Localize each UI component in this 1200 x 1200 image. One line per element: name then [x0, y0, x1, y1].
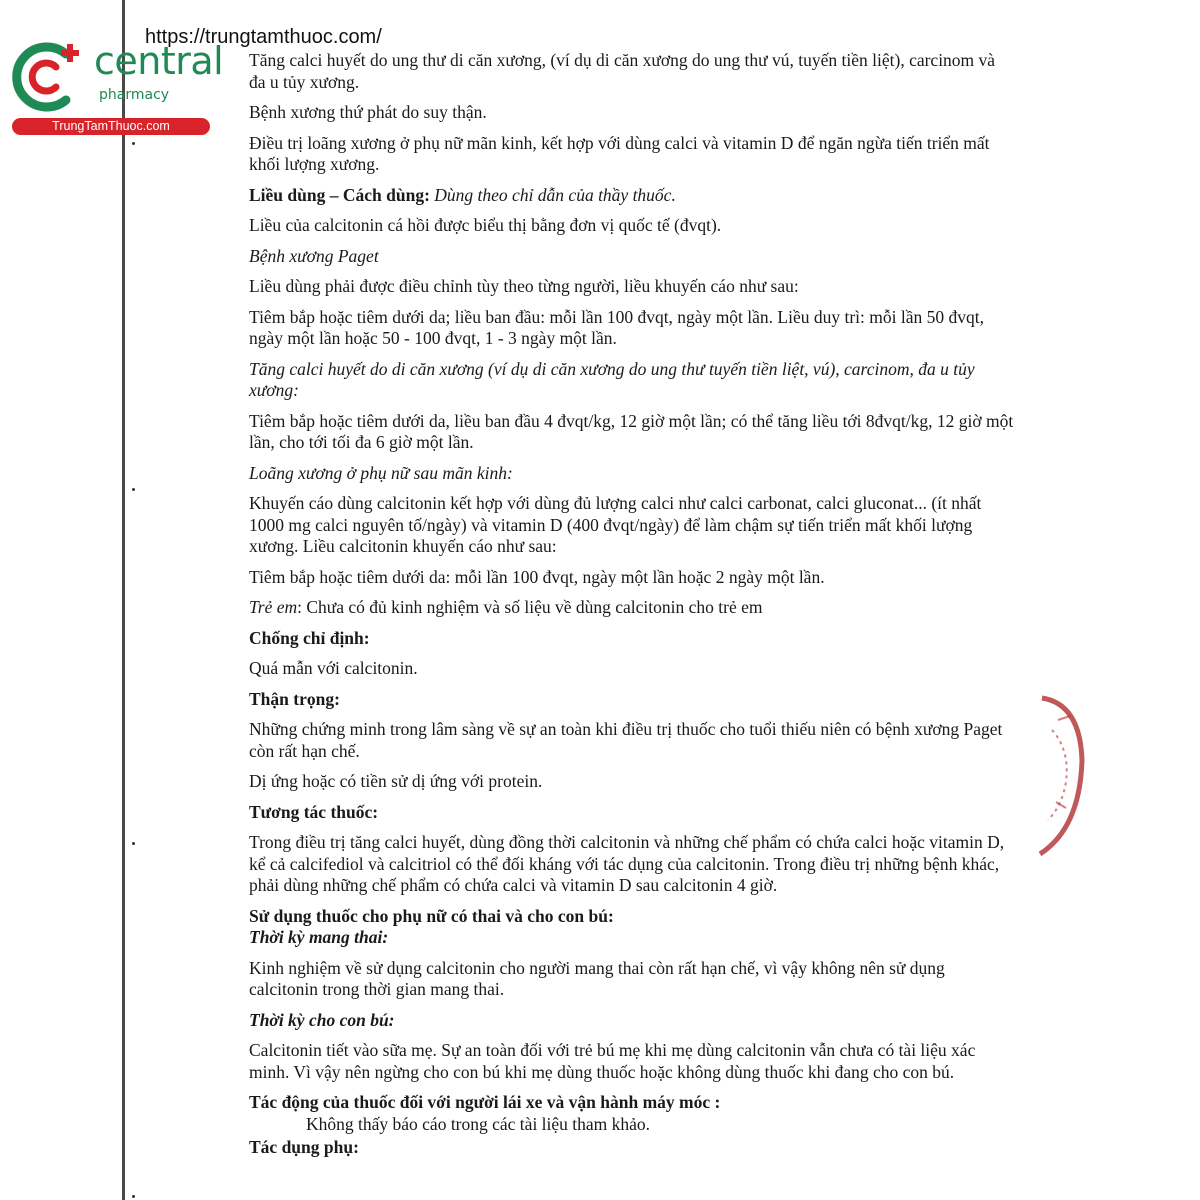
logo-c-icon [10, 38, 90, 116]
section-heading: Chống chỉ định: [249, 627, 370, 648]
central-pharmacy-logo[interactable] [10, 38, 224, 138]
paragraph: Khuyến cáo dùng calcitonin kết hợp với dùng đủ lượng calci như calci carbonat, calci gluconat... (ít nhất 1000 mg calci nguyên tố/ngày) và vitamin D (400 đvqt/ngày) để làm chậm sự tiến triển mất khối lượng xương. Liều calcitonin khuyến cáo như sau: [249, 493, 982, 556]
margin-dot [132, 1195, 135, 1198]
section-heading: Liều dùng – Cách dùng: [249, 184, 430, 205]
section-heading: Tác dụng phụ: [249, 1137, 359, 1157]
paragraph: Dị ứng hoặc có tiền sử dị ứng với protein. [249, 771, 543, 791]
children-text: : Chưa có đủ kinh nghiệm và số liệu về dùng calcitonin cho trẻ em [297, 597, 763, 617]
paragraph: Điều trị loãng xương ở phụ nữ mãn kinh, kết hợp với dùng calci và vitamin D để ngăn ngừa tiến triển mất khối lượng xương. [249, 132, 990, 174]
page-left-border [122, 0, 125, 1200]
source-url[interactable]: https://trungtamthuoc.com/ [145, 26, 382, 48]
paragraph: Kinh nghiệm về sử dụng calcitonin cho người mang thai còn rất hạn chế, vì vậy không nên sử dụng calcitonin trong thời gian mang thai. [249, 957, 945, 999]
logo-subtitle: pharmacy [99, 87, 170, 103]
paragraph: Tiêm bắp hoặc tiêm dưới da; liều ban đầu: mỗi lần 100 đvqt, ngày một lần. Liều duy trì: mỗi lần 50 đvqt, ngày một lần hoặc 50 - 100 đvqt, 1 - 3 ngày một lần. [249, 306, 984, 348]
section-heading: Sử dụng thuốc cho phụ nữ có thai và cho con bú: [249, 905, 614, 926]
subsection-title: Thời kỳ mang thai: [249, 927, 389, 947]
subsection-title: Loãng xương ở phụ nữ sau mãn kinh: [249, 462, 513, 483]
paragraph: Tiêm bắp hoặc tiêm dưới da: mỗi lần 100 đvqt, ngày một lần hoặc 2 ngày một lần. [249, 566, 825, 587]
paragraph: Calcitonin tiết vào sữa mẹ. Sự an toàn đối với trẻ bú mẹ khi mẹ dùng calcitonin vẫn chưa có tài liệu xác minh. Vì vậy nên ngừng cho con bú khi mẹ dùng thuốc hoặc không dùng thuốc khi đang cho con bú. [249, 1040, 976, 1082]
paragraph: Tiêm bắp hoặc tiêm dưới da, liều ban đầu 4 đvqt/kg, 12 giờ một lần; có thể tăng liều tới 8đvqt/kg, 12 giờ một lần, cho tới tối đa 6 giờ một lần. [249, 410, 1014, 452]
margin-dot [132, 488, 135, 491]
document-body [249, 50, 1014, 1168]
paragraph: Không thấy báo cáo trong các tài liệu tham khảo. [306, 1113, 651, 1134]
paragraph: Trong điều trị tăng calci huyết, dùng đồng thời calcitonin và những chế phẩm có chứa calci hoặc vitamin D, kể cả calcifediol và calcitriol có thể đối kháng với tác dụng của calcitonin. Trong điều trị những bệnh khác, phải dùng những chế phẩm có chứa calci và vitamin D sau calcitonin 4 giờ. [249, 832, 1005, 895]
subsection-title: Bệnh xương Paget [249, 245, 379, 266]
section-heading: Tác động của thuốc đối với người lái xe và vận hành máy móc : [249, 1092, 721, 1112]
paragraph: Bệnh xương thứ phát do suy thận. [249, 102, 487, 122]
subsection-title: Thời kỳ cho con bú: [249, 1009, 395, 1030]
section-heading: Thận trọng: [249, 688, 340, 709]
margin-dot [132, 842, 135, 845]
subsection-title: Tăng calci huyết do di căn xương (ví dụ di căn xương do ung thư tuyến tiền liệt, vú), carcinom, đa u tủy xương: [249, 358, 975, 400]
logo-domain-bar: TrungTamThuoc.com [12, 118, 210, 135]
paragraph: Quá mẫn với calcitonin. [249, 658, 418, 678]
dosage-note: Dùng theo chỉ dẫn của thầy thuốc. [429, 184, 676, 205]
paragraph: Liều của calcitonin cá hồi được biểu thị bằng đơn vị quốc tế (đvqt). [249, 215, 722, 235]
children-paragraph [249, 597, 1014, 619]
paragraph: Liều dùng phải được điều chỉnh tùy theo từng người, liều khuyến cáo như sau: [249, 276, 799, 296]
logo-name: central [94, 39, 224, 83]
red-seal-stamp [1036, 690, 1086, 860]
dosage-section [249, 185, 1014, 207]
paragraph: Những chứng minh trong lâm sàng về sự an toàn khi điều trị thuốc cho tuổi thiếu niên có bệnh xương Paget còn rất hạn chế. [249, 719, 1003, 761]
margin-dot [132, 142, 135, 145]
paragraph: Tăng calci huyết do ung thư di căn xương, (ví dụ di căn xương do ung thư vú, tuyến tiền liệt), carcinom và đa u tủy xương. [249, 50, 996, 92]
children-label: Trẻ em [249, 597, 298, 617]
section-heading: Tương tác thuốc: [249, 801, 379, 822]
